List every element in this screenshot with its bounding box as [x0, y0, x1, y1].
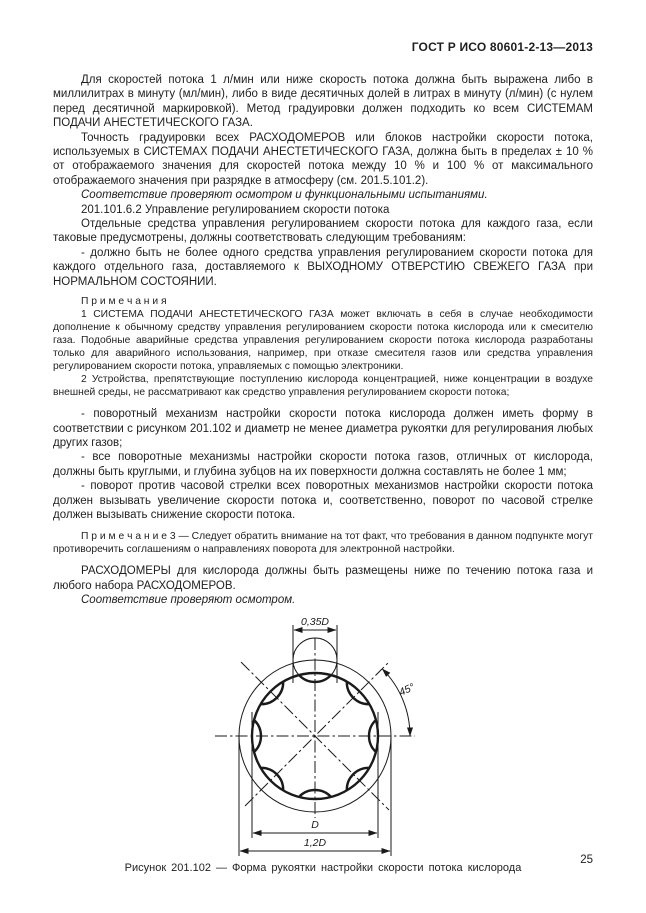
angle-dimension-arc	[382, 668, 410, 735]
dimension-label-d: D	[311, 818, 319, 831]
notes-title: П р и м е ч а н и я	[81, 296, 167, 308]
page-number: 25	[580, 854, 593, 866]
requirement-item-2: - поворотный механизм настройки скорости потока кислорода должен иметь форму в соответствии с рисунком 201.102 и диаметр не менее диаметра рукоятки для регулирования любых других газов;	[53, 408, 593, 449]
paragraph-flow-units: Для скоростей потока 1 л/мин или ниже скорость потока должна быть выражена либо в миллилитрах в минуту (мл/мин), либо в виде десятичных долей в литрах в минуту (л/мин) (с нулем перед десятичной маркировкой). Метод градуировки должен подходить ко всем СИСТЕМАМ ПОДАЧИ АНЕСТЕТИЧЕСКОГО ГАЗА.	[53, 74, 593, 130]
dimension-label-0-35d: 0,35D	[300, 615, 330, 628]
note-2: 2 Устройства, препятствующие поступлению кислорода концентрацией, ниже концентрации в воздухе внешней среды, не рассматривают как средство управления регулированием скорости потока;	[53, 374, 593, 399]
dimension-label-45deg: 45°	[397, 680, 417, 699]
note-3: П р и м е ч а н и е 3 — Следует обратить внимание на тот факт, что требования в данном подпункте могут противоречить соглашениям о направлениях поворота для электронной настройки.	[53, 531, 593, 556]
paragraph-compliance-2: Соответствие проверяют осмотром.	[81, 594, 296, 607]
requirement-item-3: - все поворотные механизмы настройки скорости потока газов, отличных от кислорода, должны быть круглыми, и глубина зубцов на их поверхности должна составлять не более 1 мм;	[53, 451, 593, 478]
paragraph-controls: Отдельные средства управления регулированием скорости потока для каждого газа, если таковые предусмотрены, должны соответствовать следующим требованиям:	[53, 218, 593, 245]
note-3-block	[53, 530, 593, 556]
paragraph-compliance-1: Соответствие проверяют осмотром и функциональными испытаниями.	[81, 189, 488, 202]
requirement-item-1: - должно быть не более одного средства управления регулированием скорости потока для каждого отдельного газа, доставляемого к ВЫХОДНОМУ ОТВЕРСТИЮ СВЕЖЕГО ГАЗА при НОРМАЛЬНОМ СОСТОЯНИИ.	[53, 246, 593, 288]
figure-caption: Рисунок 201.102 — Форма рукоятки настройки скорости потока кислорода	[124, 861, 522, 874]
knob-figure-drawing	[105, 612, 525, 862]
clause-heading: 201.101.6.2 Управление регулированием скорости потока	[81, 203, 390, 216]
centerline-diagonal-ne	[245, 662, 389, 806]
document-body	[53, 73, 593, 608]
notes-block	[53, 295, 593, 399]
document-header: ГОСТ Р ИСО 80601-2-13—2013	[411, 40, 593, 54]
paragraph-accuracy: Точность градуировки всех РАСХОДОМЕРОВ или блоков настройки скорости потока, используемых в СИСТЕМАХ ПОДАЧИ АНЕСТЕТИЧЕСКОГО ГАЗА, должна быть в пределах ± 10 % от отображаемого значения для скоростей потока между 10 % и 100 % от максимального отображаемого значения при разрядке в атмосферу (см. 201.5.101.2).	[53, 131, 593, 187]
paragraph-flowmeters: РАСХОДОМЕРЫ для кислорода должны быть размещены ниже по течению потока газа и любого набора РАСХОДОМЕРОВ.	[53, 565, 593, 592]
dimension-label-1-2d: 1,2D	[303, 836, 327, 849]
figure-201-102	[45, 612, 585, 862]
note-1: 1 СИСТЕМА ПОДАЧИ АНЕСТЕТИЧЕСКОГО ГАЗА может включать в себя в случае необходимости дополнение к обычному средству управления регулированием скорости потока кислорода или к смесителю газа. Подобные аварийные средства управления регулированием скорости потока кислорода разработаны только для аварийного использования, например, при отказе смесителя газов или средства управления регулированием скорости потока, управляемых с помощью электроники.	[53, 309, 593, 373]
requirement-item-4: - поворот против часовой стрелки всех поворотных механизмов настройки скорости потока должен вызывать увеличение скорости потока и, соответственно, поворот по часовой стрелке должен вызывать снижение скорости потока.	[53, 480, 593, 521]
